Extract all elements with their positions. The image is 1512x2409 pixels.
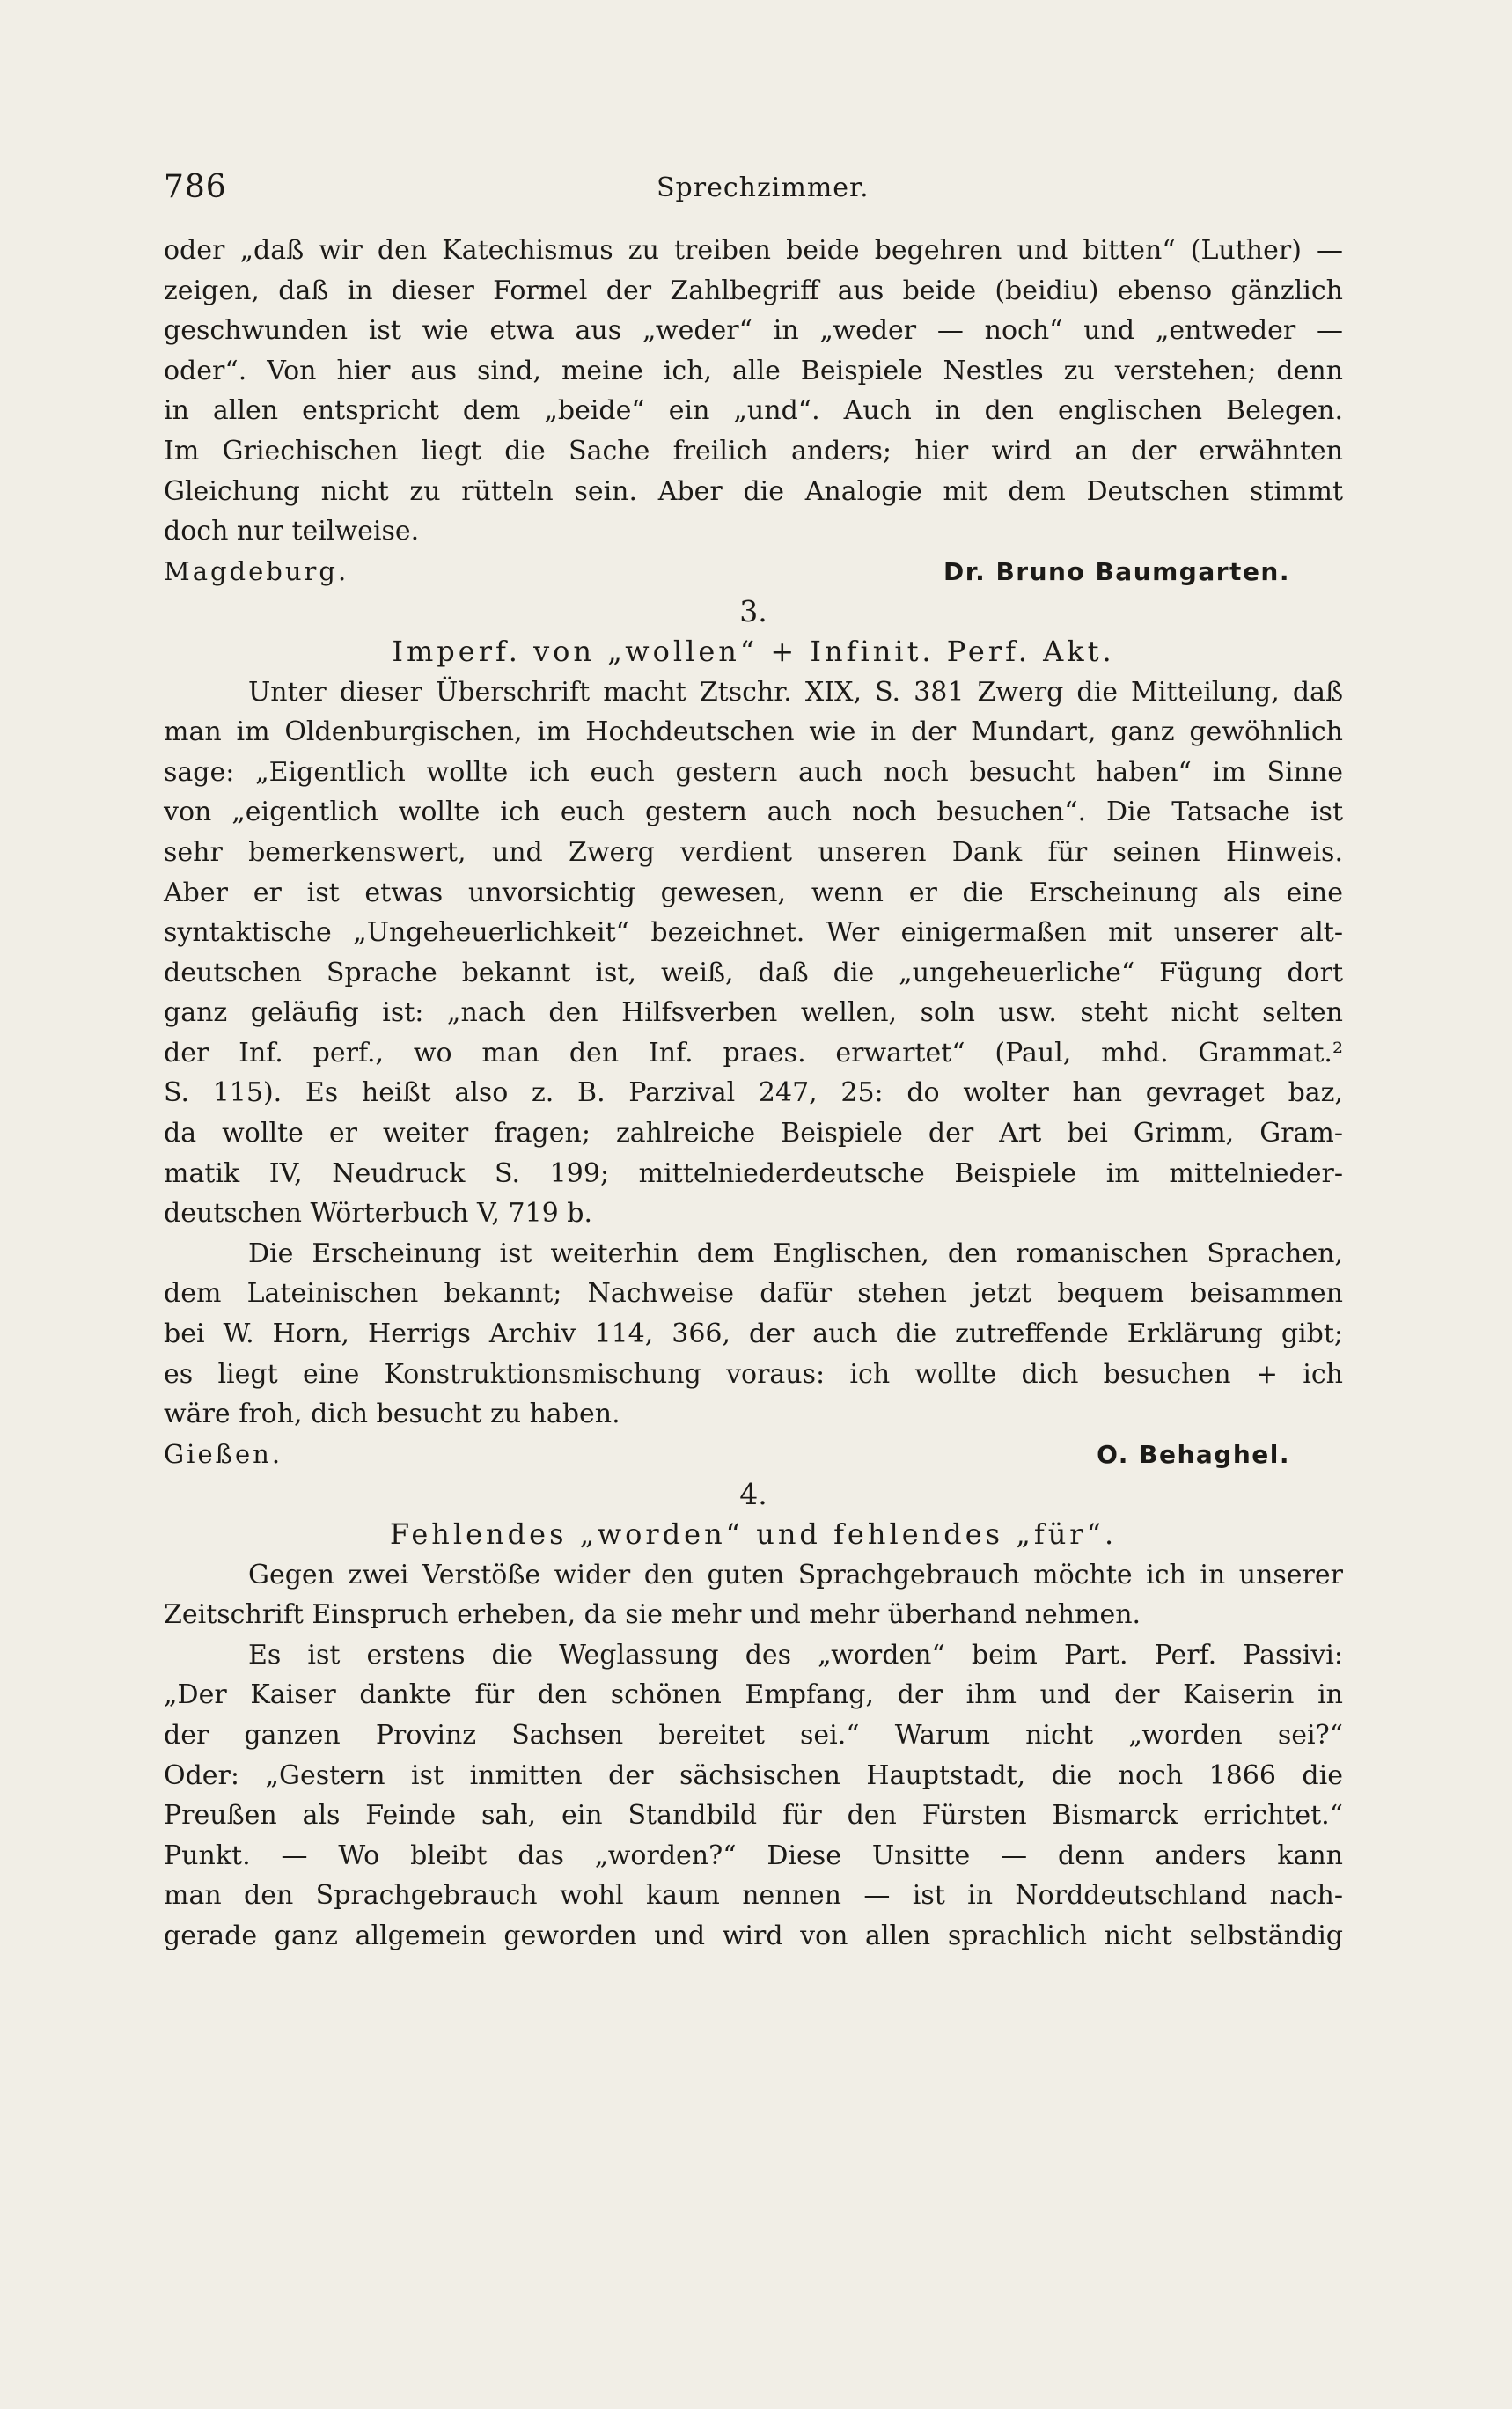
text-line: Im Griechischen liegt die Sache freilich anders; hier wird an der erwähnten (164, 435, 1343, 466)
signature-author: O. Behaghel. (1097, 1439, 1290, 1469)
section-number: 3. (739, 594, 767, 629)
text-line: man im Oldenburgischen, im Hochdeutschen wie in der Mundart, ganz gewöhnlich (164, 716, 1343, 748)
signature-line (164, 1435, 1343, 1475)
signature-author: Dr. Bruno Baumgarten. (943, 556, 1290, 586)
text-line: es liegt eine Konstruktionsmischung voraus: ich wollte dich besuchen + ich (164, 1358, 1343, 1390)
section-title-line (164, 1515, 1343, 1555)
page-number: 786 (164, 169, 227, 205)
text-line: gerade ganz allgemein geworden und wird von allen sprachlich nicht selbständig (164, 1920, 1343, 1951)
text-line: syntaktische „Ungeheuerlichkeit“ bezeichnet. Wer einigermaßen mit unserer alt- (164, 917, 1343, 949)
text-line: Zeitschrift Einspruch erheben, da sie mehr und mehr überhand nehmen. (164, 1599, 1141, 1631)
running-head (164, 169, 1343, 213)
text-line: in allen entspricht dem „beide“ ein „und“. Auch in den englischen Belegen. (164, 395, 1343, 427)
text-line: sage: „Eigentlich wollte ich euch gestern auch noch besucht haben“ im Sinne (164, 756, 1343, 788)
text-line: Die Erscheinung ist weiterhin dem Englischen, den romanischen Sprachen, (248, 1238, 1343, 1269)
text-line: wäre froh, dich besucht zu haben. (164, 1399, 620, 1430)
text-line: da wollte er weiter fragen; zahlreiche Beispiele der Art bei Grimm, Gram- (164, 1118, 1343, 1149)
text-line: Oder: „Gestern ist inmitten der sächsischen Hauptstadt, die noch 1866 die (164, 1759, 1343, 1791)
section-heading (164, 1474, 1343, 1515)
text-line: deutschen Sprache bekannt ist, weiß, daß die „ungeheuerliche“ Fügung dort (164, 957, 1343, 988)
text-line: Unter dieser Überschrift macht Ztschr. XIX, S. 381 Zwerg die Mitteilung, daß (248, 676, 1343, 708)
text-line: sehr bemerkenswert, und Zwerg verdient unseren Dank für seinen Hinweis. (164, 836, 1343, 868)
text-line: Aber er ist etwas unvorsichtig gewesen, wenn er die Erscheinung als eine (164, 877, 1343, 908)
text-line: geschwunden ist wie etwa aus „weder“ in „weder — noch“ und „entweder — (164, 315, 1343, 347)
section-title-line (164, 632, 1343, 672)
signature-place: Gießen. (164, 1438, 283, 1469)
text-line: S. 115). Es heißt also z. B. Parzival 247, 25: do wolter han gevraget baz, (164, 1077, 1343, 1109)
text-line: dem Lateinischen bekannt; Nachweise dafür stehen jetzt bequem beisammen (164, 1278, 1343, 1310)
text-line: matik IV, Neudruck S. 199; mittelniederdeutsche Beispiele im mittelnieder- (164, 1157, 1343, 1189)
running-title: Sprechzimmer. (657, 173, 870, 203)
text-line: doch nur teilweise. (164, 516, 420, 547)
body-text (164, 231, 1343, 1957)
text-line: Gleichung nicht zu rütteln sein. Aber die Analogie mit dem Deutschen stimmt (164, 475, 1343, 507)
text-line: oder „daß wir den Katechismus zu treiben beide begehren und bitten“ (Luther) — (164, 235, 1343, 266)
text-line: Punkt. — Wo bleibt das „worden?“ Diese Unsitte — denn anders kann (164, 1840, 1343, 1871)
text-line: Gegen zwei Verstöße wider den guten Sprachgebrauch möchte ich in unserer (248, 1559, 1343, 1590)
section-title: Imperf. von „wollen“ + Infinit. Perf. Akt. (392, 634, 1115, 668)
text-line: von „eigentlich wollte ich euch gestern auch noch besuchen“. Die Tatsache ist (164, 797, 1343, 828)
text-line: Es ist erstens die Weglassung des „worden“ beim Part. Perf. Passivi: (248, 1639, 1343, 1671)
text-line: ganz geläufig ist: „nach den Hilfsverben wellen, soln usw. steht nicht selten (164, 997, 1343, 1029)
section-heading (164, 591, 1343, 632)
signature-place: Magdeburg. (164, 555, 349, 586)
text-line: oder“. Von hier aus sind, meine ich, alle Beispiele Nestles zu verstehen; denn (164, 355, 1343, 386)
text-line: zeigen, daß in dieser Formel der Zahlbegriff aus beide (beidiu) ebenso gänzlich (164, 275, 1343, 306)
text-line: der Inf. perf., wo man den Inf. praes. erwartet“ (Paul, mhd. Grammat.² (164, 1037, 1343, 1069)
text-line: bei W. Horn, Herrigs Archiv 114, 366, der auch die zutreffende Erklärung gibt; (164, 1318, 1343, 1350)
text-line: man den Sprachgebrauch wohl kaum nennen — ist in Norddeutschland nach- (164, 1880, 1343, 1912)
section-number: 4. (739, 1477, 767, 1512)
text-line: „Der Kaiser dankte für den schönen Empfang, der ihm und der Kaiserin in (164, 1679, 1343, 1711)
section-title: Fehlendes „worden“ und fehlendes „für“. (389, 1517, 1118, 1551)
text-line: der ganzen Provinz Sachsen bereitet sei.“ Warum nicht „worden sei?“ (164, 1719, 1343, 1751)
signature-line (164, 552, 1343, 592)
text-line: deutschen Wörterbuch V, 719 b. (164, 1198, 593, 1230)
text-line: Preußen als Feinde sah, ein Standbild für den Fürsten Bismarck errichtet.“ (164, 1800, 1343, 1832)
